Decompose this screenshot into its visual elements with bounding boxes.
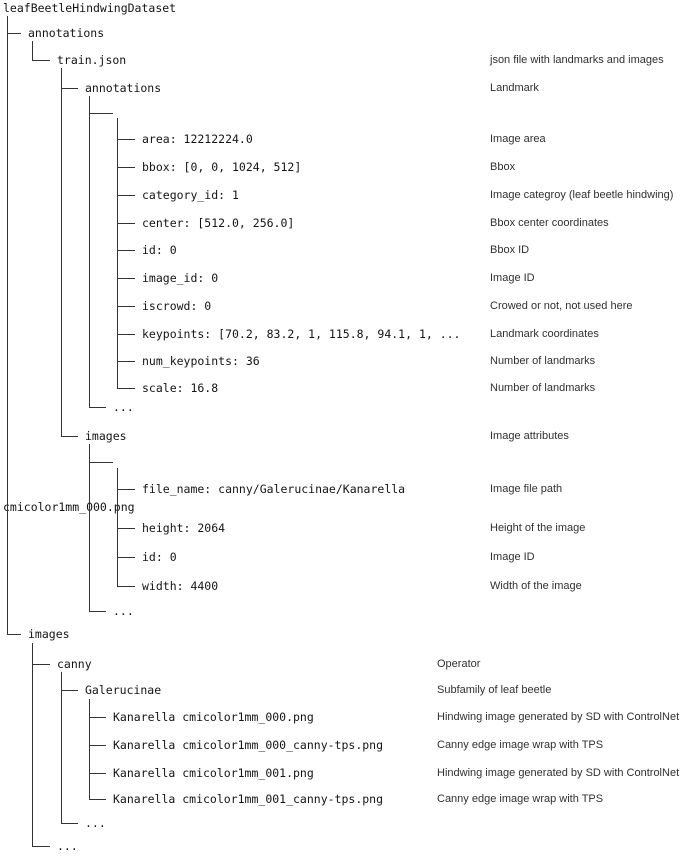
tree-vertical-line — [89, 699, 90, 799]
tree-branch-line — [89, 773, 106, 774]
tree-node: annotations — [28, 26, 105, 40]
annotation-label: Image file path — [490, 483, 563, 495]
tree-branch-line — [117, 167, 135, 168]
tree-branch-line — [89, 113, 113, 114]
tree-node: num_keypoints: 36 — [142, 354, 260, 368]
tree-branch-line — [117, 306, 135, 307]
tree-node: images — [28, 627, 70, 641]
tree-branch-line — [117, 489, 135, 490]
tree-branch-line — [117, 361, 135, 362]
annotation-label: Image ID — [490, 272, 535, 284]
tree-branch-line — [89, 462, 113, 463]
tree-branch-line — [89, 407, 106, 408]
tree-ellipsis: ... — [85, 816, 106, 830]
tree-node: id: 0 — [142, 243, 177, 257]
tree-node: file_name: canny/Galerucinae/Kanarella — [142, 482, 406, 496]
tree-branch-line — [117, 388, 135, 389]
tree-ellipsis: ... — [57, 839, 78, 853]
tree-ellipsis: ... — [113, 604, 134, 618]
annotation-label: Height of the image — [490, 522, 586, 534]
tree-vertical-line — [89, 444, 90, 611]
tree-node: height: 2064 — [142, 521, 226, 535]
annotation-label: Canny edge image wrap with TPS — [437, 793, 604, 805]
tree-vertical-line — [32, 643, 33, 846]
annotation-label: Operator — [437, 658, 481, 670]
tree-vertical-line — [32, 41, 33, 60]
tree-node: Kanarella cmicolor1mm_001.png — [113, 766, 314, 780]
annotation-label: Bbox — [490, 161, 516, 173]
annotation-label: Image attributes — [490, 430, 569, 442]
tree-branch-line — [117, 250, 135, 251]
annotation-label: Width of the image — [490, 580, 582, 592]
tree-node: Galerucinae — [85, 683, 162, 697]
tree-node: canny — [57, 657, 92, 671]
tree-vertical-line — [117, 468, 118, 586]
tree-branch-line — [117, 334, 135, 335]
annotation-label: Hindwing image generated by SD with ControlNet — [437, 767, 680, 779]
annotation-label: Landmark coordinates — [490, 328, 599, 340]
tree-node: train.json — [57, 53, 127, 67]
tree-vertical-line — [7, 16, 8, 634]
annotation-label: Subfamily of leaf beetle — [437, 684, 552, 696]
annotation-label: Bbox center coordinates — [490, 217, 609, 229]
tree-branch-line — [117, 195, 135, 196]
annotation-label: Number of landmarks — [490, 382, 596, 394]
tree-node: iscrowd: 0 — [142, 299, 212, 313]
tree-branch-line — [117, 586, 135, 587]
tree-branch-line — [7, 33, 21, 34]
annotation-label: Number of landmarks — [490, 355, 596, 367]
tree-node: center: [512.0, 256.0] — [142, 216, 295, 230]
tree-node: width: 4400 — [142, 579, 219, 593]
annotation-label: Crowed or not, not used here — [490, 300, 633, 312]
tree-branch-line — [117, 557, 135, 558]
annotation-label: Hindwing image generated by SD with ControlNet — [437, 711, 680, 723]
tree-node: bbox: [0, 0, 1024, 512] — [142, 160, 302, 174]
tree-branch-line — [32, 60, 50, 61]
tree-branch-line — [117, 223, 135, 224]
tree-node: images — [85, 429, 127, 443]
tree-vertical-line — [89, 96, 90, 407]
tree-node: Kanarella cmicolor1mm_000_canny-tps.png — [113, 738, 384, 752]
tree-node: Kanarella cmicolor1mm_000.png — [113, 710, 314, 724]
tree-vertical-line — [61, 672, 62, 823]
tree-branch-line — [117, 278, 135, 279]
tree-branch-line — [117, 528, 135, 529]
annotation-label: Image categroy (leaf beetle hindwing) — [490, 189, 674, 201]
tree-vertical-line — [61, 68, 62, 436]
tree-branch-line — [117, 139, 135, 140]
annotation-label: json file with landmarks and images — [490, 54, 664, 66]
tree-node: leafBeetleHindwingDataset — [3, 1, 177, 15]
tree-node: id: 0 — [142, 550, 177, 564]
tree-branch-line — [89, 717, 106, 718]
tree-branch-line — [89, 745, 106, 746]
tree-branch-line — [32, 664, 50, 665]
tree-branch-line — [7, 634, 21, 635]
tree-branch-line — [32, 846, 50, 847]
annotation-label: Bbox ID — [490, 244, 530, 256]
tree-node-wrapped-text: cmicolor1mm_000.png — [3, 500, 135, 514]
annotation-label: Image ID — [490, 551, 535, 563]
tree-branch-line — [89, 611, 106, 612]
tree-node: keypoints: [70.2, 83.2, 1, 115.8, 94.1, 1, ... — [142, 327, 461, 341]
annotation-label: Landmark — [490, 82, 539, 94]
annotation-label: Canny edge image wrap with TPS — [437, 739, 604, 751]
tree-node: image_id: 0 — [142, 271, 219, 285]
tree-branch-line — [61, 88, 78, 89]
tree-branch-line — [61, 690, 78, 691]
tree-vertical-line — [117, 118, 118, 388]
tree-branch-line — [61, 823, 78, 824]
tree-ellipsis: ... — [113, 400, 134, 414]
tree-branch-line — [61, 436, 78, 437]
tree-node: scale: 16.8 — [142, 381, 219, 395]
annotation-label: Image area — [490, 133, 546, 145]
tree-node: area: 12212224.0 — [142, 132, 253, 146]
tree-branch-line — [89, 799, 106, 800]
tree-node: category_id: 1 — [142, 188, 239, 202]
tree-node: annotations — [85, 81, 162, 95]
tree-node: Kanarella cmicolor1mm_001_canny-tps.png — [113, 792, 384, 806]
